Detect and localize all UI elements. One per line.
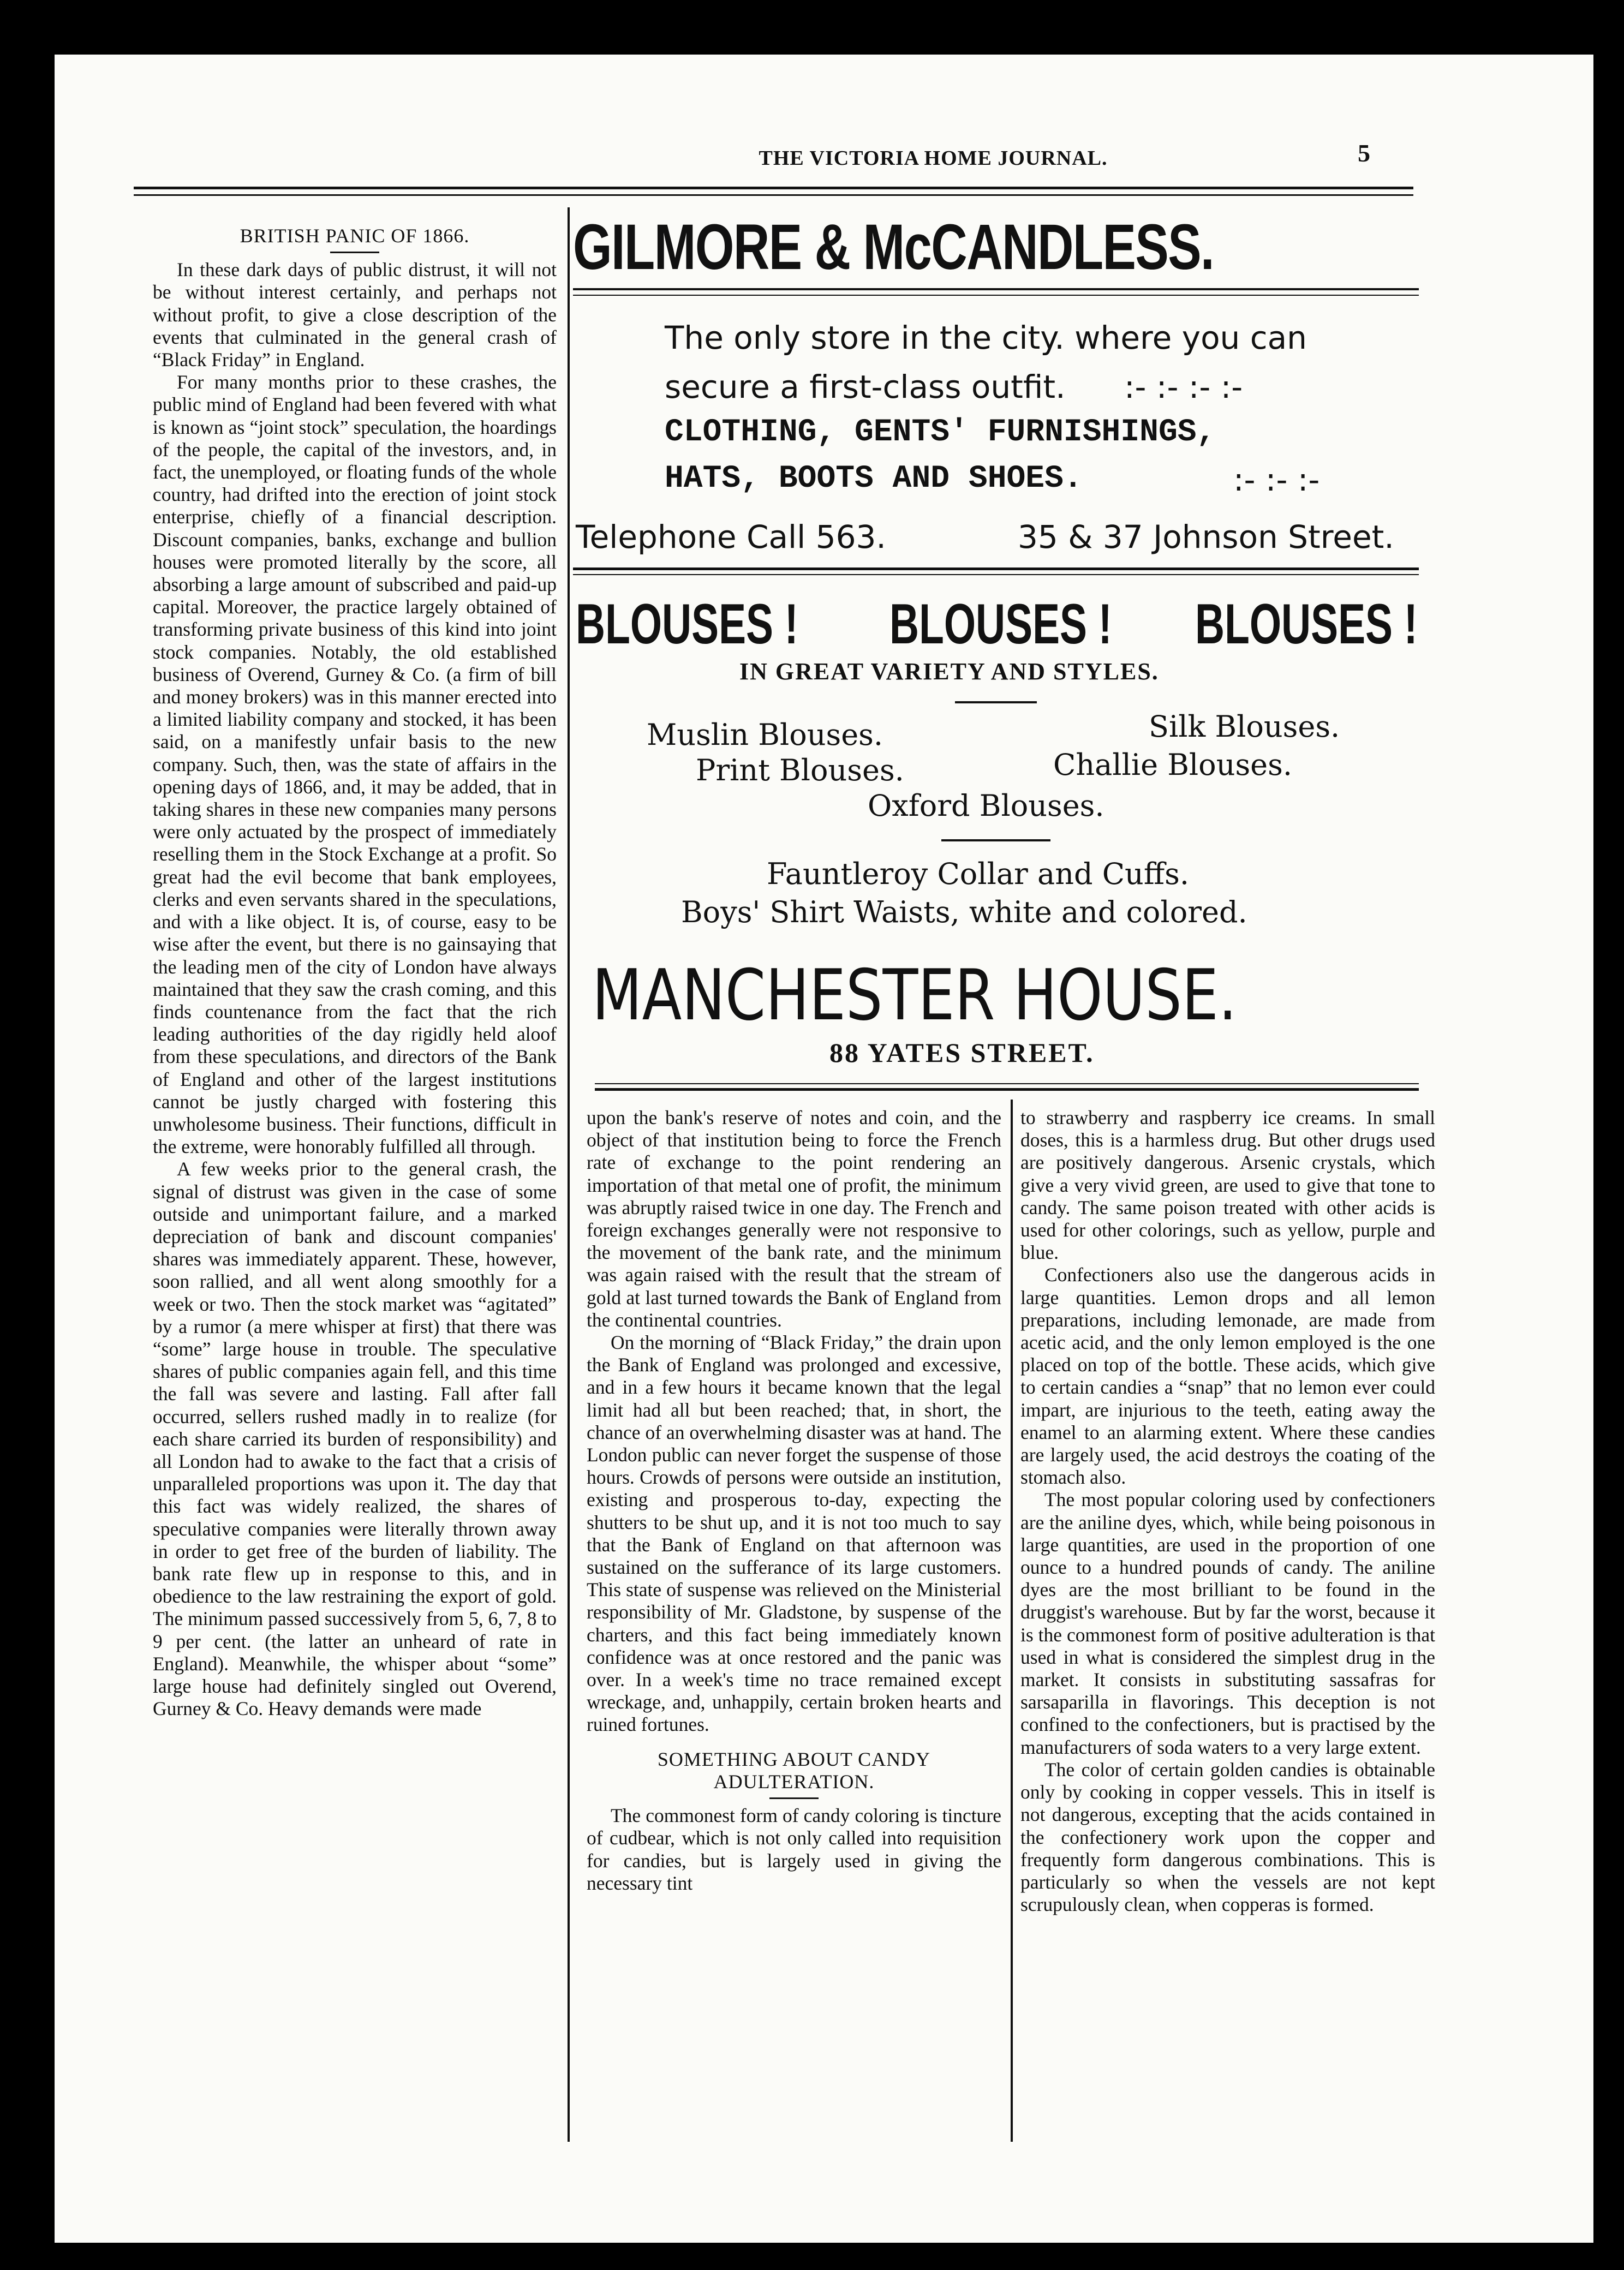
ad-variety: IN GREAT VARIETY AND STYLES. [739,658,1159,685]
ad-rule [595,1083,1419,1084]
page-number: 5 [1358,139,1370,167]
blouses-headline: BLOUSES ! [889,593,1112,656]
ad-line: CLOTHING, GENTS' FURNISHINGS, [665,415,1216,450]
blouse-challie: Challie Blouses. [1053,748,1293,782]
article-title: BRITISH PANIC OF 1866. [240,225,470,247]
article-paragraph: to strawberry and raspberry ice creams. In small doses, this is a harmless drug. But other drugs used are positively dangerous. Arsenic crystals, which give a very vivid green, are used to give that tone to candy. The same poison treated with other acids is used for other colorings, such as yellow, purple and blue. [1020,1107,1435,1264]
ad-store-street: 88 YATES STREET. [829,1037,1095,1068]
article-paragraph: upon the bank's reserve of notes and coin, and the object of that institution being to force the French rate of exchange to the point rendering an importation of that metal one of profit, the minimum was abruptly raised twice in one day. The French and foreign exchanges generally were not responsive to the movement of the bank rate, and the minimum was again raised with the result that the stream of gold at last turned towards the Bank of England from the continental countries. [587,1107,1001,1331]
article-candy-continued [1020,1107,1435,1916]
ad-line: The only store in the city. where you can [665,319,1307,356]
title-rule [330,252,379,253]
column-divider-left [568,207,570,2142]
article-panic-continued [587,1107,1001,1895]
blouse-silk: Silk Blouses. [1149,709,1340,744]
ad-address: 35 & 37 Johnson Street. [1018,518,1394,555]
article-paragraph: The most popular coloring used by confectioners are the aniline dyes, which, while being poisonous in large quantities, are used in the proportion of one ounce to a hundred pounds of candy. The aniline dyes are the most brilliant to be found in the druggist's warehouse. But by far the worst, because it is the commonest form of positive adulteration is that used in what is considered the simplest drug in the market. It consists in substituting sassafras for sarsaparilla in flavorings. This deception is not confined to the confectioners, but is practised by the manufacturers of soda waters to a very large extent. [1020,1489,1435,1758]
ad-short-rule [941,839,1050,841]
column-divider-right [1011,1100,1013,2142]
article-paragraph: For many months prior to these crashes, the public mind of England had been fevered with what is known as “joint stock” speculation, the hoardings of the people, the capital of the investors, and, in fact, the unemployed, or floating funds of the whole country, had drifted into the erection of joint stock enterprise, chiefly of a financial description. Discount companies, banks, exchange and bullion houses were promoted literally by the score, all absorbing a large amount of subscribed and paid-up capital. Moreover, the practice largely obtained of transforming private business of this kind into joint stock companies. Notably, the old established business of Overend, Gurney & Co. (a firm of bill and money brokers) was in this manner erected into a limited liability company and stocked, it has been said, on a manifestly unfair basis to the new company. Such, then, was the state of affairs in the opening days of 1866, and, it may be added, that in taking shares in these new companies many persons were only actuated by the prospect of immediately reselling them in the Stock Exchange at a profit. So great had the evil become that bank employees, clerks and even servants shared in the speculations, and with a like object. It is, of course, easy to be wise after the event, but there is no gainsaying that the leading men of the city of London have always maintained that they saw the crash coming, and this finds countenance from the fact that the rich leading authorities of the day rigidly held aloof from these speculations, and directors of the Bank of England and other of the largest institutions cannot be justly charged with fostering this unwholesome business. Their functions, difficult in the extreme, were honorably fulfilled all through. [153,371,557,1158]
article-paragraph: Confectioners also use the dangerous acids in large quantities. Lemon drops and all lemon preparations, including lemonade, are made from acetic acid, and the only lemon employed is the one placed on top of the bottle. These acids, which give to certain candies a “snap” that no lemon ever could impart, are injurious to the teeth, eating away the enamel to an alarming extent. Where these candies are largely used, the acid destroys the coating of the stomach also. [1020,1264,1435,1489]
ad-line: secure a first-class outfit. [665,368,1066,405]
article-paragraph: In these dark days of public distrust, it will not be without interest certainly, and perhaps not without profit, to give a close description of the events that culminated in the general crash of “Black Friday” in England. [153,259,557,371]
ad-rule [573,574,1419,575]
title-rule [769,1797,819,1799]
article-paragraph: On the morning of “Black Friday,” the drain upon the Bank of England was prolonged and excessive, and in a few hours it became known that the legal limit had all but been reached; that, in short, the chance of an overwhelming disaster was at hand. The London public can never forget the suspense of those hours. Crowds of persons were outside an institution, existing and prosperous to-day, expecting the shutters to be shut up, and it is not too much to say that the Bank of England on that afternoon was sustained on the sufferance of its large customers. This state of suspense was relieved on the Ministerial responsibility of Mr. Gladstone, by suspense of the charters, and this fact being immediately known confidence was at once restored and the panic was over. In a week's time no trace remained except wreckage, and, unhappily, certain broken hearts and ruined fortunes. [587,1331,1001,1736]
article-paragraph: The commonest form of candy coloring is tincture of cudbear, which is not only called into requisition for candies, but is largely used in giving the necessary tint [587,1805,1001,1894]
masthead-rule-bottom [134,194,1413,196]
blouse-oxford: Oxford Blouses. [868,788,1104,823]
masthead-title: THE VICTORIA HOME JOURNAL. [759,147,1108,170]
ad-line: HATS, BOOTS AND SHOES. [665,461,1083,497]
ad-telephone: Telephone Call 563. [576,518,886,555]
ad-short-rule [955,701,1037,703]
article-paragraph: A few weeks prior to the general crash, the signal of distrust was given in the case of some outside and unimportant failure, and a marked depreciation of bank and discount companies' shares was immediately apparent. These, however, soon rallied, and all went along smoothly for a week or two. Then the stock market was “agitated” by a rumor (a mere whisper at first) that there was “some” large house in trouble. The speculative shares of public companies again fell, and this time the fall was severe and lasting. Fall after fall occurred, sellers rushed madly in to realize (for each share carried its burden of responsibility) and all London had to awake to the fact that a crisis of unparalleled proportions was upon it. The day that this fact was widely realized, the shares of speculative companies were literally thrown away in order to get free of the burden of liability. The bank rate flew up in response to this, and in obedience to the law restraining the export of gold. The minimum passed successively from 5, 6, 7, 8 to 9 per cent. (the latter an unheard of rate in England). Meanwhile, the whisper about “some” large house had definitely singled out Overend, Gurney & Co. Heavy demands were made [153,1158,557,1720]
article-paragraph: The color of certain golden candies is obtainable only by cooking in copper vessels. This in itself is not dangerous, excepting that the acids contained in the confectionery work upon the copper and frequently form dangerous combinations. This is particularly so when the vessels are not kept scrupulously clean, when copperas is formed. [1020,1758,1435,1916]
advertisement-block [573,207,1419,1091]
ad-store-name: MANCHESTER HOUSE. [592,955,1237,1036]
ad-firm-name: GILMORE & McCANDLESS. [573,211,1214,283]
masthead-rule-top [134,187,1413,189]
ad-rule [595,1088,1419,1091]
blouses-headline: BLOUSES ! [576,593,798,656]
blouse-print: Print Blouses. [696,753,904,787]
article-british-panic [153,225,557,1720]
candy-article-title: SOMETHING ABOUT CANDY ADULTERATION. [657,1748,931,1793]
ad-line-dots: :- :- :- [1233,461,1320,498]
ad-rule [573,568,1419,570]
ad-rule [573,288,1419,290]
ad-shirt-waists: Boys' Shirt Waists, white and colored. [681,895,1247,929]
blouse-muslin: Muslin Blouses. [647,718,883,752]
ad-fauntleroy: Fauntleroy Collar and Cuffs. [767,857,1190,891]
ad-line-dots: :- :- :- :- [1124,368,1243,405]
ad-rule [573,295,1419,296]
blouses-headline: BLOUSES ! [1195,593,1418,656]
